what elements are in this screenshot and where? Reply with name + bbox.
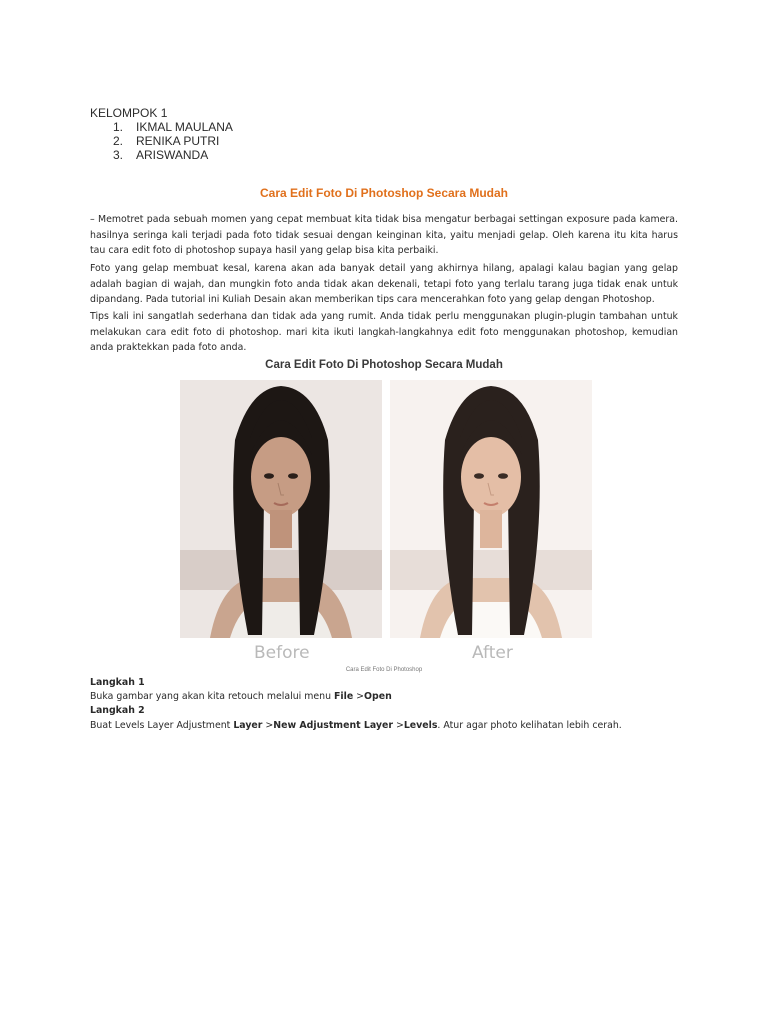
after-label: After [472,643,513,663]
menu-separator: > [392,720,404,731]
member-name: RENIKA PUTRI [136,134,220,148]
member-name: IKMAL MAULANA [136,120,233,134]
list-number: 2. [113,134,124,148]
step-text-plain: Buat Levels Layer Adjustment [90,720,234,731]
paragraph: Foto yang gelap membuat kesal, karena akan ada banyak detail yang akhirnya hilang, apalagi kalau bagian yang gelap adalah bagian di wajah, dan mungkin foto anda tidak akan dekenali, tetapi foto yang terlalu tarang juga tidak enak untuk dipandang. Pada tutorial ini Kuliah Desain akan memberikan tips cara mencerahkan foto yang gelap dengan Photoshop. [90,263,678,305]
menu-new-adjustment-layer: New Adjustment Layer [273,720,393,731]
list-number: 1. [113,120,124,134]
paragraph: Tips kali ini sangatlah sederhana dan tidak ada yang rumit. Anda tidak perlu menggunakan plugin-plugin tambahan untuk melakukan cara edit foto di photoshop. mari kita ikuti langkah-langkahnya edit foto menggunakan photoshop, kemudian anda praktekkan pada foto anda. [90,311,678,353]
group-title: KELOMPOK 1 [90,106,168,120]
figure-caption: Cara Edit Foto Di Photoshop [345,667,423,673]
menu-separator: > [353,691,365,702]
before-label: Before [254,643,310,663]
menu-layer: Layer [233,720,263,731]
member-name: ARISWANDA [136,148,209,162]
step-heading: Langkah 2 [90,705,145,716]
step-text [90,720,622,731]
article-title: Cara Edit Foto Di Photoshop Secara Mudah [259,186,509,200]
step-text-plain: Buka gambar yang akan kita retouch melalui menu [90,691,334,702]
after-photo [390,380,592,638]
before-photo [180,380,382,638]
paragraph: – Memotret pada sebuah momen yang cepat membuat kita tidak bisa mengatur berbagai settingan exposure pada kamera. hasilnya seringa kali terjadi pada foto tidak sesuai dengan keinginan kita, yaitu menjadi gelap. Oleh karena itu kita harus tau cara edit foto di photoshop supaya hasil yang gelap bisa kita perbaiki. [90,214,678,256]
step-text [90,691,392,702]
step-heading: Langkah 1 [90,677,145,688]
menu-open: Open [364,691,392,702]
figure-heading: Cara Edit Foto Di Photoshop Secara Mudah [265,359,503,371]
menu-file: File [334,691,354,702]
menu-levels: Levels [403,720,438,731]
menu-separator: > [262,720,274,731]
step-text-tail: . Atur agar photo kelihatan lebih cerah. [437,720,622,731]
list-number: 3. [113,148,124,162]
